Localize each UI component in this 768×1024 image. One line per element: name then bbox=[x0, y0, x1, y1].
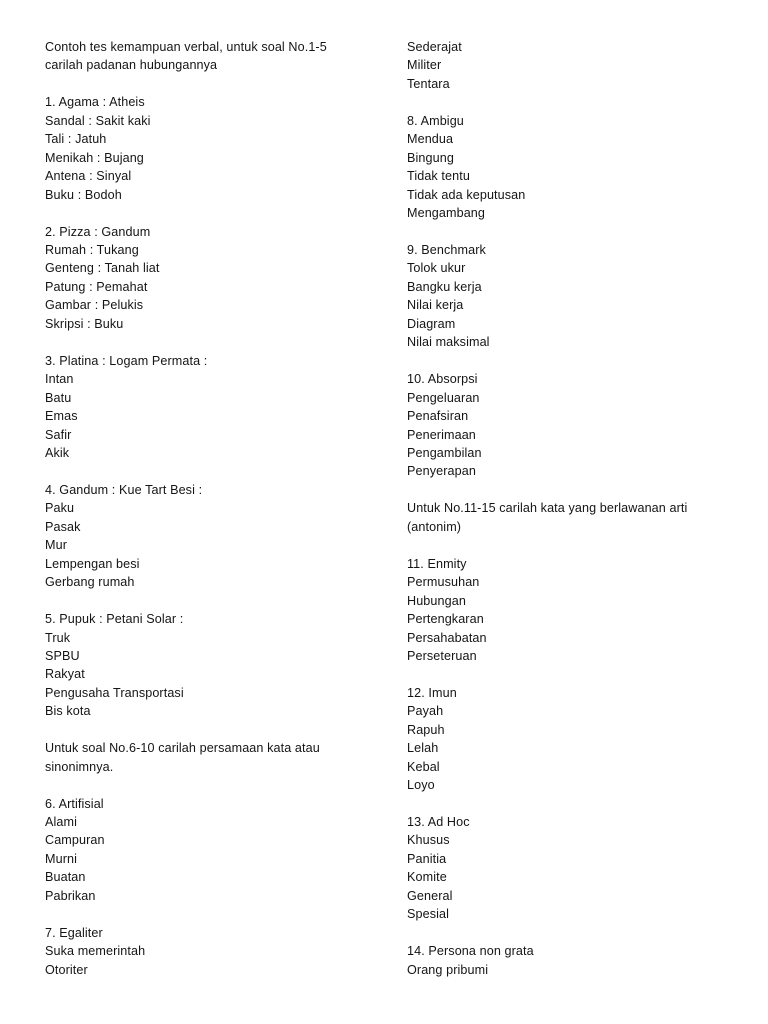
answer-option: Sandal : Sakit kaki bbox=[45, 113, 151, 128]
right-column bbox=[407, 38, 747, 979]
answer-option: Panitia bbox=[407, 851, 447, 866]
answer-option: (antonim) bbox=[407, 519, 462, 534]
blank-line bbox=[407, 223, 747, 241]
answer-option: Persahabatan bbox=[407, 630, 487, 645]
blank-line bbox=[45, 721, 385, 739]
answer-option: Gerbang rumah bbox=[45, 575, 135, 590]
question-heading: 4. Gandum : Kue Tart Besi : bbox=[45, 482, 203, 497]
blank-line bbox=[45, 905, 385, 923]
answer-option: Mendua bbox=[407, 132, 454, 147]
answer-option: Gambar : Pelukis bbox=[45, 298, 144, 313]
answer-option: Lelah bbox=[407, 741, 439, 756]
answer-option: Rumah : Tukang bbox=[45, 242, 139, 257]
answer-option: Tolok ukur bbox=[407, 261, 466, 276]
question-heading: 1. Agama : Atheis bbox=[45, 95, 145, 110]
blank-line bbox=[407, 795, 747, 813]
answer-option: Sederajat bbox=[407, 40, 462, 54]
answer-option: Orang pribumi bbox=[407, 962, 489, 977]
answer-option: Hubungan bbox=[407, 593, 466, 608]
answer-option: Pasak bbox=[45, 519, 81, 534]
blank-line bbox=[407, 665, 747, 683]
answer-option: Rakyat bbox=[45, 667, 85, 682]
answer-option: Loyo bbox=[407, 778, 435, 793]
answer-option: Rapuh bbox=[407, 722, 445, 737]
answer-option: Pengambilan bbox=[407, 445, 482, 460]
instruction-text: Contoh tes kemampuan verbal, untuk soal No.1-5 bbox=[45, 40, 327, 54]
left-column bbox=[45, 38, 385, 979]
blank-line bbox=[407, 93, 747, 111]
blank-line bbox=[45, 333, 385, 351]
answer-option: Penerimaan bbox=[407, 427, 476, 442]
answer-option: SPBU bbox=[45, 648, 80, 663]
answer-option: Mur bbox=[45, 538, 67, 553]
answer-option: Payah bbox=[407, 704, 444, 719]
answer-option: Pengeluaran bbox=[407, 390, 480, 405]
answer-option: Antena : Sinyal bbox=[45, 169, 132, 184]
answer-option: Genteng : Tanah liat bbox=[45, 261, 160, 276]
answer-option: Spesial bbox=[407, 907, 450, 922]
instruction-text: Untuk soal No.6-10 carilah persamaan kata atau bbox=[45, 741, 320, 756]
blank-line bbox=[45, 204, 385, 222]
answer-option: Tentara bbox=[407, 76, 450, 91]
question-heading: 3. Platina : Logam Permata : bbox=[45, 353, 208, 368]
answer-option: Lempengan besi bbox=[45, 556, 140, 571]
question-heading: 6. Artifisial bbox=[45, 796, 104, 811]
answer-option: Patung : Pemahat bbox=[45, 279, 148, 294]
answer-option: Perseteruan bbox=[407, 648, 477, 663]
answer-option: Pertengkaran bbox=[407, 612, 484, 627]
answer-option: Bingung bbox=[407, 150, 454, 165]
answer-option: Nilai kerja bbox=[407, 298, 464, 313]
question-heading: 11. Enmity bbox=[407, 556, 467, 571]
answer-option: Akik bbox=[45, 445, 70, 460]
answer-option: Tidak ada keputusan bbox=[407, 187, 526, 202]
answer-option: Penafsiran bbox=[407, 409, 469, 424]
question-heading: 14. Persona non grata bbox=[407, 944, 534, 959]
answer-option: Khusus bbox=[407, 833, 450, 848]
question-heading: 5. Pupuk : Petani Solar : bbox=[45, 612, 184, 627]
answer-option: Mengambang bbox=[407, 206, 486, 221]
answer-option: Menikah : Bujang bbox=[45, 150, 144, 165]
answer-option: Campuran bbox=[45, 833, 105, 848]
answer-option: Bis kota bbox=[45, 704, 91, 719]
answer-option: Tali : Jatuh bbox=[45, 132, 107, 147]
question-heading: 2. Pizza : Gandum bbox=[45, 224, 151, 239]
answer-option: Truk bbox=[45, 630, 71, 645]
answer-option: Emas bbox=[45, 409, 78, 424]
answer-option: Otoriter bbox=[45, 962, 88, 977]
answer-option: Kebal bbox=[407, 759, 440, 774]
blank-line bbox=[407, 536, 747, 554]
question-heading: 9. Benchmark bbox=[407, 242, 486, 257]
answer-option: Nilai maksimal bbox=[407, 335, 490, 350]
answer-option: Intan bbox=[45, 372, 74, 387]
question-heading: 8. Ambigu bbox=[407, 113, 464, 128]
answer-option: Penyerapan bbox=[407, 464, 476, 479]
answer-option: Militer bbox=[407, 58, 442, 73]
answer-option: Paku bbox=[45, 501, 75, 516]
answer-option: Permusuhan bbox=[407, 575, 480, 590]
answer-option: Pengusaha Transportasi bbox=[45, 685, 184, 700]
blank-line bbox=[407, 481, 747, 499]
answer-option: Skripsi : Buku bbox=[45, 316, 124, 331]
answer-option: Komite bbox=[407, 870, 447, 885]
blank-line bbox=[407, 924, 747, 942]
answer-option: General bbox=[407, 888, 453, 903]
answer-option: Batu bbox=[45, 390, 72, 405]
question-heading: 7. Egaliter bbox=[45, 925, 103, 940]
instruction-text: Untuk No.11-15 carilah kata yang berlawanan arti bbox=[407, 501, 688, 516]
question-heading: 10. Absorpsi bbox=[407, 372, 478, 387]
answer-option: Suka memerintah bbox=[45, 944, 146, 959]
answer-option: Safir bbox=[45, 427, 72, 442]
blank-line bbox=[45, 462, 385, 480]
blank-line bbox=[45, 776, 385, 794]
answer-option: Bangku kerja bbox=[407, 279, 482, 294]
answer-option: Alami bbox=[45, 815, 77, 830]
answer-option: Diagram bbox=[407, 316, 456, 331]
answer-option: Buatan bbox=[45, 870, 86, 885]
answer-option: carilah padanan hubungannya bbox=[45, 58, 218, 73]
blank-line bbox=[407, 352, 747, 370]
question-heading: 13. Ad Hoc bbox=[407, 815, 470, 830]
blank-line bbox=[45, 592, 385, 610]
answer-option: sinonimnya. bbox=[45, 759, 114, 774]
answer-option: Tidak tentu bbox=[407, 169, 470, 184]
question-heading: 12. Imun bbox=[407, 685, 457, 700]
answer-option: Murni bbox=[45, 851, 77, 866]
answer-option: Pabrikan bbox=[45, 888, 96, 903]
answer-option: Buku : Bodoh bbox=[45, 187, 122, 202]
blank-line bbox=[45, 75, 385, 93]
